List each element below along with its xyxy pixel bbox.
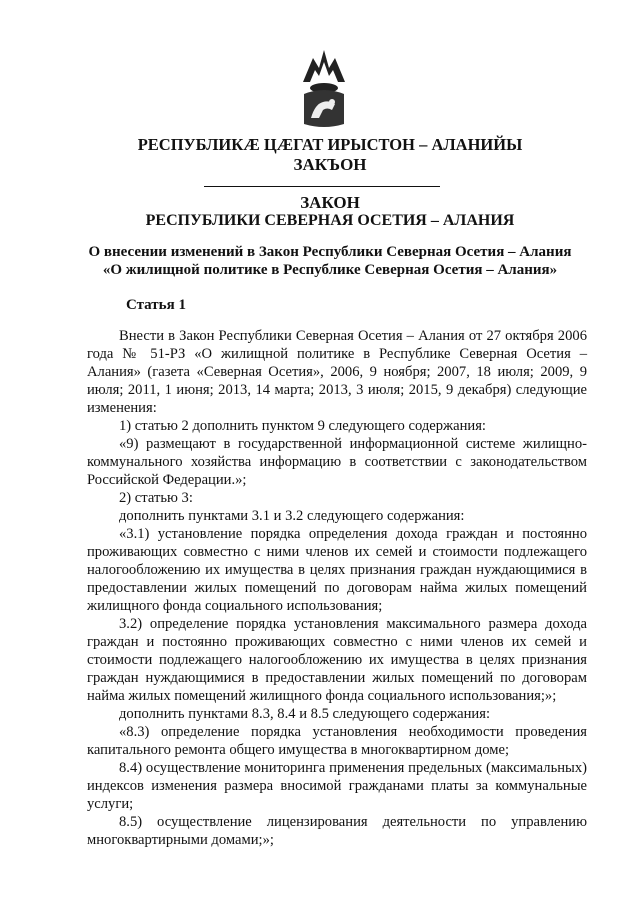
paragraph: «8.3) определение порядка установления необходимости проведения капитального ремонта общего имущества в многоквартирном доме; — [87, 724, 587, 758]
coat-of-arms-icon — [299, 44, 349, 128]
paragraph: 1) статью 2 дополнить пунктом 9 следующего содержания: — [119, 418, 486, 434]
paragraph: «9) размещают в государственной информационной системе жилищно-коммунального хозяйства информацию в соответствии с законодательством Российской Федерации.»; — [87, 436, 587, 488]
paragraph: 8.5) осуществление лицензирования деятельности по управлению многоквартирными домами;»; — [87, 814, 587, 848]
law-text — [87, 327, 587, 849]
law-title: ЗАКОН — [300, 193, 360, 212]
paragraph: Внести в Закон Республики Северная Осетия – Алания от 27 октября 2006 года № 51-РЗ «О жилищной политике в Республике Северная Осетия – Алания» (газета «Северная Осетия», 2006, 9 ноября; 2007, 18 июля; 2009, 9 июля; 2011, 1 июня; 2013, 14 марта; 2013, 3 июля; 2015, 9 декабря) следующие изменения: — [87, 328, 587, 416]
republic-title: РЕСПУБЛИКИ СЕВЕРНАЯ ОСЕТИЯ – АЛАНИЯ — [145, 212, 515, 229]
law-title-ossetian: ЗАКЪОН — [293, 155, 367, 174]
law-subtitle-line-2: «О жилищной политике в Республике Северная Осетия – Алания» — [102, 262, 558, 278]
law-subtitle-line-1: О внесении изменений в Закон Республики Северная Осетия – Алания — [88, 244, 572, 260]
republic-title-ossetian: РЕСПУБЛИКӔ ЦӔГАТ ИРЫСТОН – АЛАНИЙЫ — [137, 135, 523, 154]
paragraph: 8.4) осуществление мониторинга применения предельных (максимальных) индексов изменения размера вносимой гражданами платы за коммунальные услуги; — [87, 760, 587, 812]
paragraph: 3.2) определение порядка установления максимального размера дохода граждан и постоянно проживающих совместно с ними членов их семей и стоимости подлежащего налогообложению их имущества в целях признания граждан нуждающимися в предоставлении жилых помещений по договорам найма жилых помещений жилищного фонда социального использования;»; — [87, 616, 587, 704]
paragraph: дополнить пунктами 3.1 и 3.2 следующего содержания: — [119, 508, 465, 524]
paragraph: «3.1) установление порядка определения дохода граждан и постоянно проживающих совместно с ними членов их семей и стоимости подлежащего налогообложению их имущества в целях признания граждан нуждающимися в предоставлении жилых помещений по договорам найма жилых помещений жилищного фонда социального использования; — [87, 526, 587, 614]
article-title: Статья 1 — [126, 297, 186, 313]
paragraph: 2) статью 3: — [119, 490, 193, 506]
divider — [204, 186, 440, 187]
paragraph: дополнить пунктами 8.3, 8.4 и 8.5 следующего содержания: — [119, 706, 490, 722]
